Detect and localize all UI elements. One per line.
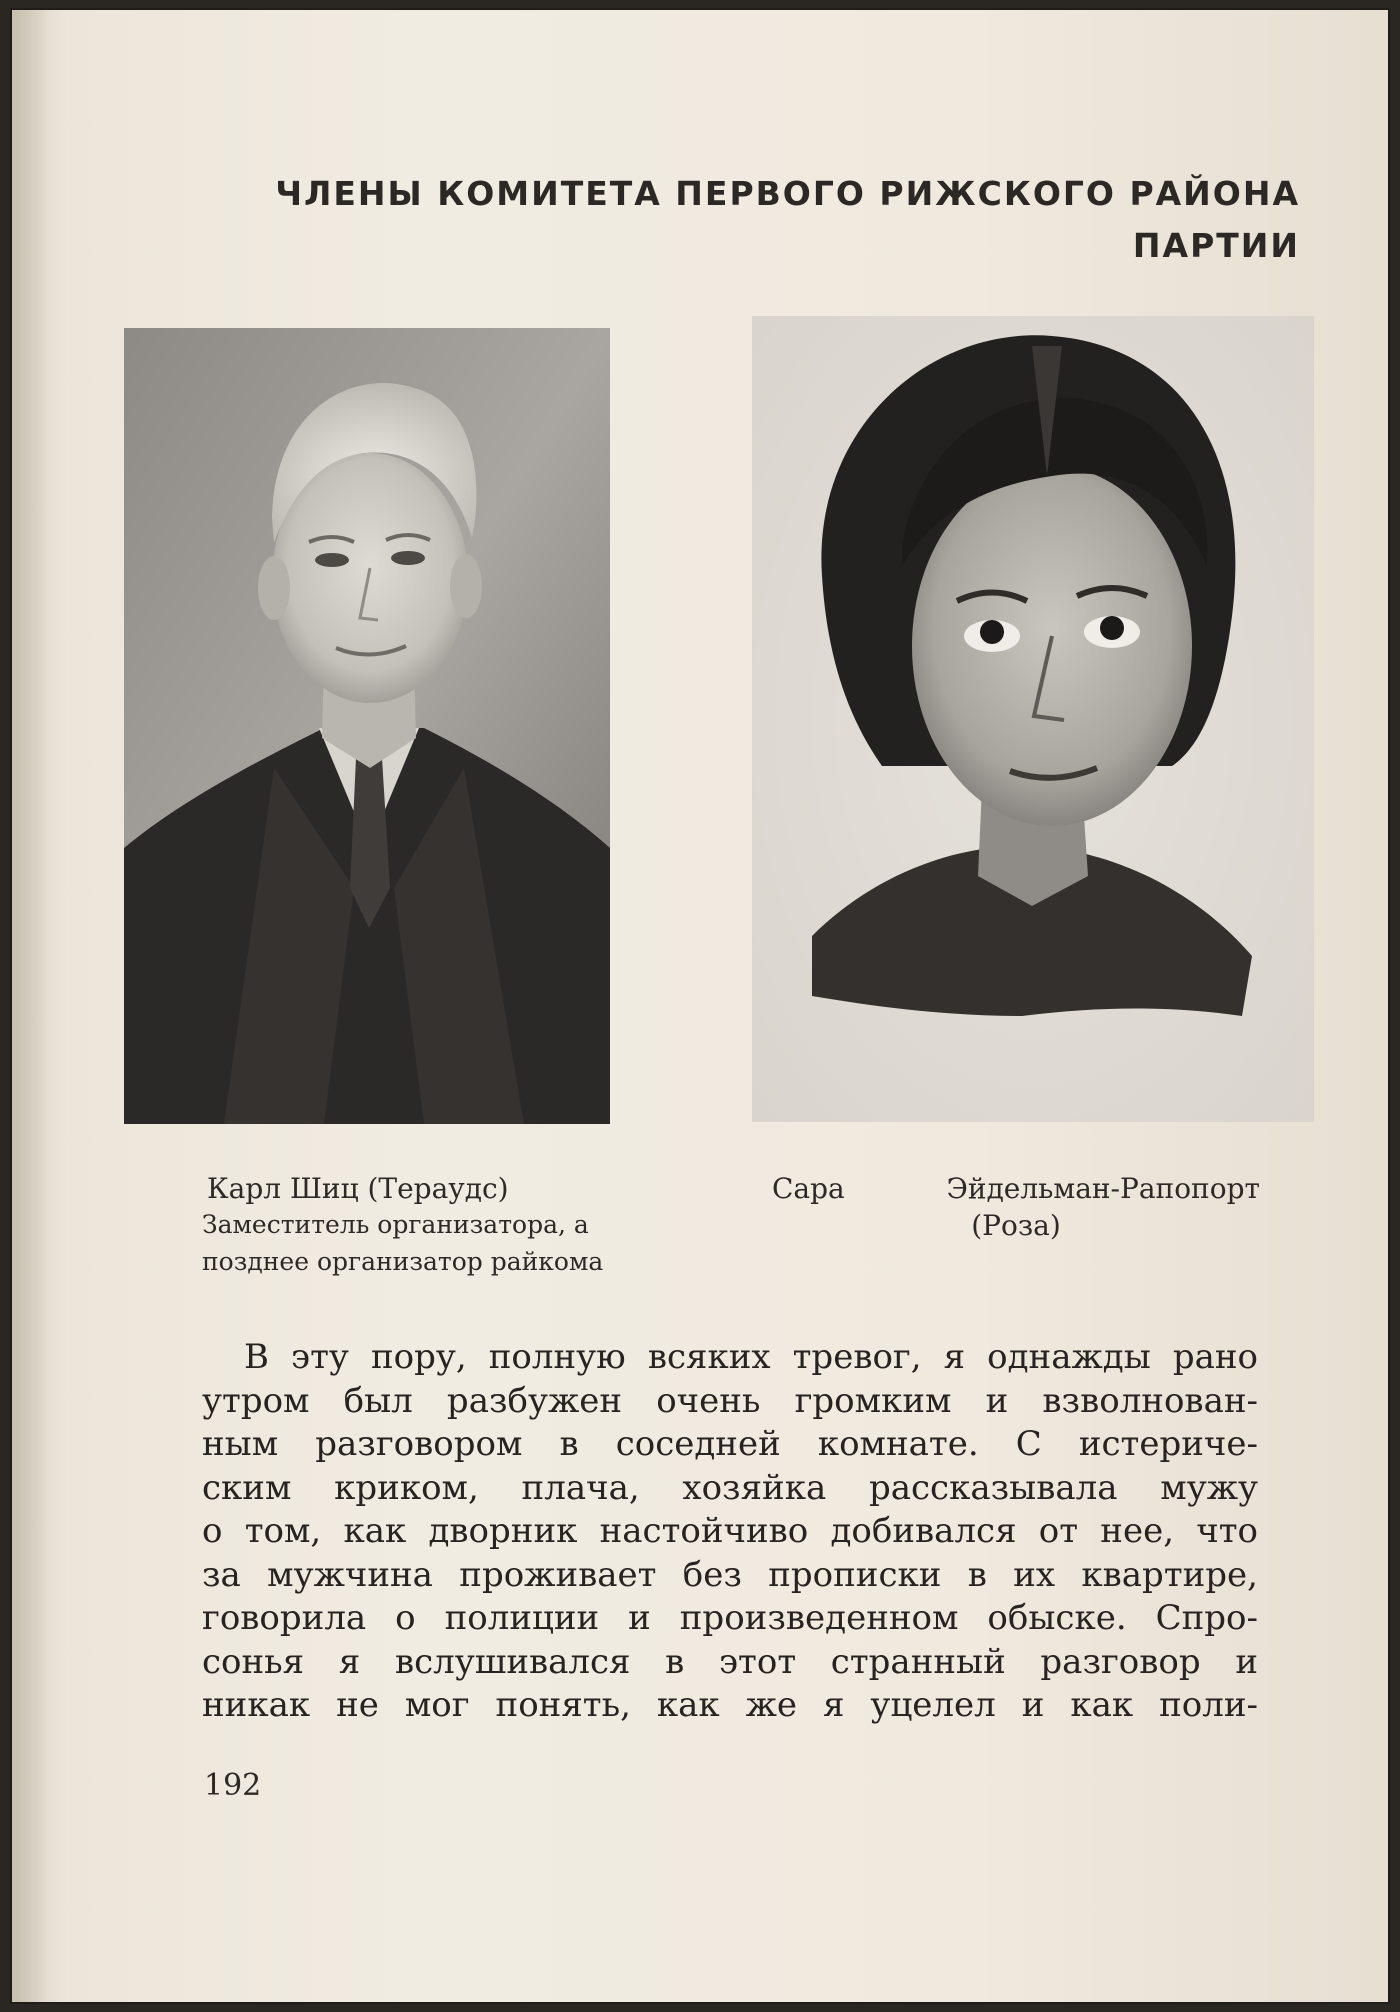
body-line: ным разговором в соседней комнате. С истериче- [202, 1424, 1258, 1464]
caption-left-name: Карл Шиц (Тераудс) [207, 1172, 509, 1205]
portrait-man-image [124, 328, 610, 1124]
body-line: никак не мог понять, как же я уцелел и как поли- [202, 1685, 1258, 1725]
book-page [10, 8, 1390, 2004]
body-line: за мужчина проживает без прописки в их квартире, [202, 1554, 1258, 1595]
body-line: о том, как дворник настойчиво добивался от нее, что [202, 1511, 1258, 1551]
heading-line-2: ПАРТИИ [1132, 226, 1300, 265]
page-number: 192 [204, 1768, 262, 1803]
caption-left-role-line-2: позднее организатор райкома [202, 1247, 604, 1276]
body-line: В эту пору, полную всяких тревог, я однажды рано [244, 1337, 1258, 1377]
portrait-photo-right [752, 316, 1314, 1122]
portrait-woman-image [752, 316, 1314, 1122]
body-line: сонья я вслушивался в этот странный разговор и [202, 1641, 1258, 1682]
page-spine-shadow [12, 10, 48, 2002]
body-line: ским криком, плача, хозяйка рассказывала мужу [202, 1467, 1258, 1508]
heading-line-1: ЧЛЕНЫ КОМИТЕТА ПЕРВОГО РИЖСКОГО РАЙОНА [275, 174, 1300, 213]
body-paragraph [202, 1336, 1258, 1728]
portrait-photo-left [124, 328, 610, 1124]
caption-right-name [772, 1170, 1260, 1207]
caption-right-last-name: Эйдельман-Рапопорт [946, 1172, 1260, 1205]
page-heading [200, 168, 1300, 272]
body-line: говорила о полиции и произведенном обыске. Спро- [202, 1598, 1258, 1638]
caption-left-role-line-1: Заместитель организатора, а [202, 1210, 589, 1239]
body-line: утром был разбужен очень громким и взволнован- [202, 1380, 1258, 1421]
caption-left-role [202, 1206, 603, 1280]
caption-right-alias: (Роза) [971, 1209, 1061, 1242]
caption-right-first-name: Сара [772, 1172, 845, 1205]
